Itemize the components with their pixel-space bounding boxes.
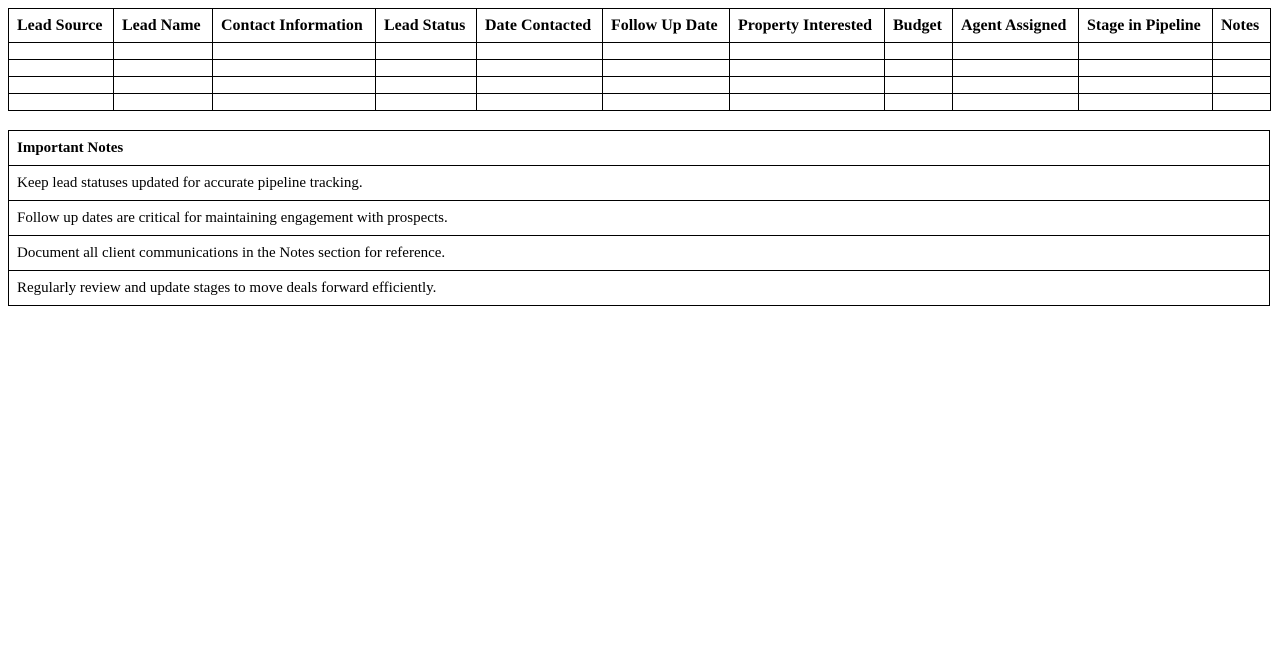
table-cell[interactable] <box>885 60 953 77</box>
table-cell[interactable] <box>730 77 885 94</box>
table-cell[interactable] <box>730 43 885 60</box>
table-cell[interactable] <box>730 60 885 77</box>
note-row <box>9 201 1270 236</box>
leads-table <box>8 8 1271 111</box>
table-cell[interactable] <box>1213 43 1271 60</box>
table-row <box>9 43 1271 60</box>
table-header-row <box>9 9 1271 43</box>
table-cell[interactable] <box>885 77 953 94</box>
table-cell[interactable] <box>376 60 477 77</box>
table-cell[interactable] <box>953 94 1079 111</box>
table-cell[interactable] <box>1213 60 1271 77</box>
table-cell[interactable] <box>603 94 730 111</box>
table-row <box>9 94 1271 111</box>
column-header-date-contacted: Date Contacted <box>477 9 603 43</box>
table-cell[interactable] <box>114 43 213 60</box>
table-cell[interactable] <box>603 43 730 60</box>
table-cell[interactable] <box>603 60 730 77</box>
table-cell[interactable] <box>9 94 114 111</box>
note-text: Document all client communications in the Notes section for reference. <box>9 236 1270 271</box>
table-cell[interactable] <box>477 77 603 94</box>
table-cell[interactable] <box>114 60 213 77</box>
table-cell[interactable] <box>9 43 114 60</box>
column-header-lead-source: Lead Source <box>9 9 114 43</box>
table-cell[interactable] <box>953 77 1079 94</box>
table-row <box>9 77 1271 94</box>
note-text: Follow up dates are critical for maintaining engagement with prospects. <box>9 201 1270 236</box>
notes-heading: Important Notes <box>9 131 1270 166</box>
table-cell[interactable] <box>213 60 376 77</box>
table-cell[interactable] <box>1079 43 1213 60</box>
column-header-notes: Notes <box>1213 9 1271 43</box>
column-header-agent-assigned: Agent Assigned <box>953 9 1079 43</box>
table-cell[interactable] <box>477 60 603 77</box>
table-cell[interactable] <box>1079 77 1213 94</box>
table-cell[interactable] <box>114 94 213 111</box>
table-cell[interactable] <box>730 94 885 111</box>
column-header-lead-name: Lead Name <box>114 9 213 43</box>
table-row <box>9 60 1271 77</box>
table-cell[interactable] <box>376 43 477 60</box>
note-row <box>9 236 1270 271</box>
note-text: Regularly review and update stages to move deals forward efficiently. <box>9 271 1270 306</box>
note-row <box>9 166 1270 201</box>
table-cell[interactable] <box>213 94 376 111</box>
notes-heading-row <box>9 131 1270 166</box>
table-cell[interactable] <box>953 43 1079 60</box>
column-header-follow-up-date: Follow Up Date <box>603 9 730 43</box>
table-cell[interactable] <box>376 94 477 111</box>
table-cell[interactable] <box>885 94 953 111</box>
table-cell[interactable] <box>603 77 730 94</box>
column-header-stage-in-pipeline: Stage in Pipeline <box>1079 9 1213 43</box>
table-cell[interactable] <box>1213 77 1271 94</box>
table-cell[interactable] <box>1079 94 1213 111</box>
table-cell[interactable] <box>1213 94 1271 111</box>
column-header-budget: Budget <box>885 9 953 43</box>
column-header-lead-status: Lead Status <box>376 9 477 43</box>
note-row <box>9 271 1270 306</box>
table-cell[interactable] <box>213 43 376 60</box>
table-cell[interactable] <box>9 60 114 77</box>
table-cell[interactable] <box>477 94 603 111</box>
column-header-property-interested: Property Interested <box>730 9 885 43</box>
table-cell[interactable] <box>953 60 1079 77</box>
table-cell[interactable] <box>9 77 114 94</box>
table-cell[interactable] <box>114 77 213 94</box>
table-cell[interactable] <box>376 77 477 94</box>
table-cell[interactable] <box>213 77 376 94</box>
note-text: Keep lead statuses updated for accurate pipeline tracking. <box>9 166 1270 201</box>
table-cell[interactable] <box>885 43 953 60</box>
column-header-contact-information: Contact Information <box>213 9 376 43</box>
important-notes-table <box>8 130 1270 306</box>
table-cell[interactable] <box>477 43 603 60</box>
table-cell[interactable] <box>1079 60 1213 77</box>
